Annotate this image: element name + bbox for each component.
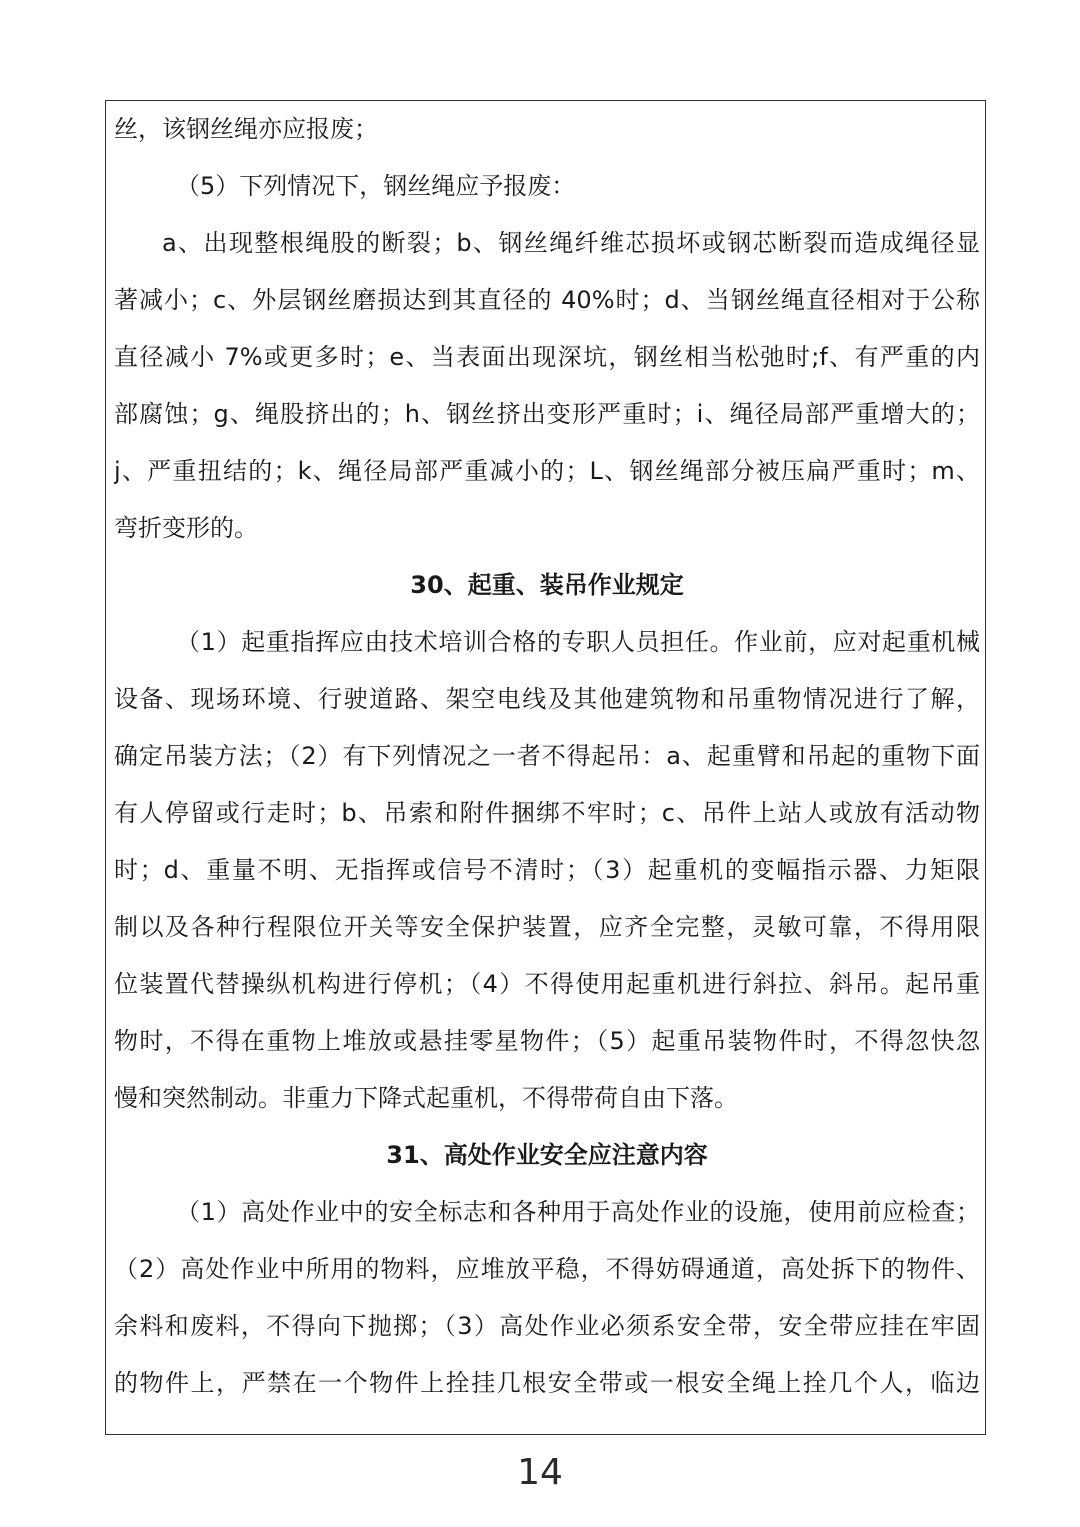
body-line: （5）下列情况下，钢丝绳应予报废： (176, 172, 576, 200)
body-line: 余料和废料，不得向下抛掷；（3）高处作业必须系安全带，安全带应挂在牢固 (114, 1312, 980, 1340)
body-line: 著减小；c、外层钢丝磨损达到其直径的 40%时；d、当钢丝绳直径相对于公称 (114, 286, 980, 314)
section-heading-31: 31、高处作业安全应注意内容 (386, 1141, 708, 1169)
section-heading-30: 30、起重、装吊作业规定 (410, 571, 684, 599)
body-line: a、出现整根绳股的断裂；b、钢丝绳纤维芯损坏或钢芯断裂而造成绳径显 (162, 229, 980, 257)
body-line: j、严重扭结的；k、绳径局部严重减小的；L、钢丝绳部分被压扁严重时；m、 (114, 457, 980, 485)
body-line: 时；d、重量不明、无指挥或信号不清时；（3）起重机的变幅指示器、力矩限 (114, 856, 980, 884)
body-line: 直径减小 7%或更多时；e、当表面出现深坑，钢丝相当松弛时;f、有严重的内 (114, 343, 980, 371)
body-line: 制以及各种行程限位开关等安全保护装置，应齐全完整，灵敏可靠，不得用限 (114, 913, 980, 941)
body-line: 慢和突然制动。非重力下降式起重机，不得带荷自由下落。 (114, 1084, 738, 1112)
body-line: 弯折变形的。 (114, 514, 258, 542)
body-line: 丝，该钢丝绳亦应报废； (114, 115, 378, 143)
body-line: 有人停留或行走时；b、吊索和附件捆绑不牢时；c、吊件上站人或放有活动物 (114, 799, 980, 827)
body-line: （1）起重指挥应由技术培训合格的专职人员担任。作业前，应对起重机械 (176, 628, 980, 656)
document-body (114, 101, 980, 1412)
body-line: 确定吊装方法；（2）有下列情况之一者不得起吊：a、起重臂和吊起的重物下面 (114, 742, 980, 770)
body-line: 位装置代替操纵机构进行停机；（4）不得使用起重机进行斜拉、斜吊。起吊重 (114, 970, 980, 998)
body-line: 设备、现场环境、行驶道路、架空电线及其他建筑物和吊重物情况进行了解， (114, 685, 980, 713)
body-line: （1）高处作业中的安全标志和各种用于高处作业的设施，使用前应检查； (176, 1198, 980, 1226)
body-line: 物时，不得在重物上堆放或悬挂零星物件；（5）起重吊装物件时，不得忽快忽 (114, 1027, 980, 1055)
body-line: 的物件上，严禁在一个物件上拴挂几根安全带或一根安全绳上拴几个人，临边 (114, 1369, 980, 1397)
page-number: 14 (517, 1452, 563, 1493)
document-frame (105, 100, 986, 1435)
body-line: 部腐蚀；g、绳股挤出的；h、钢丝挤出变形严重时；i、绳径局部严重增大的； (114, 400, 980, 428)
body-line: （2）高处作业中所用的物料，应堆放平稳，不得妨碍通道，高处拆下的物件、 (114, 1255, 980, 1283)
